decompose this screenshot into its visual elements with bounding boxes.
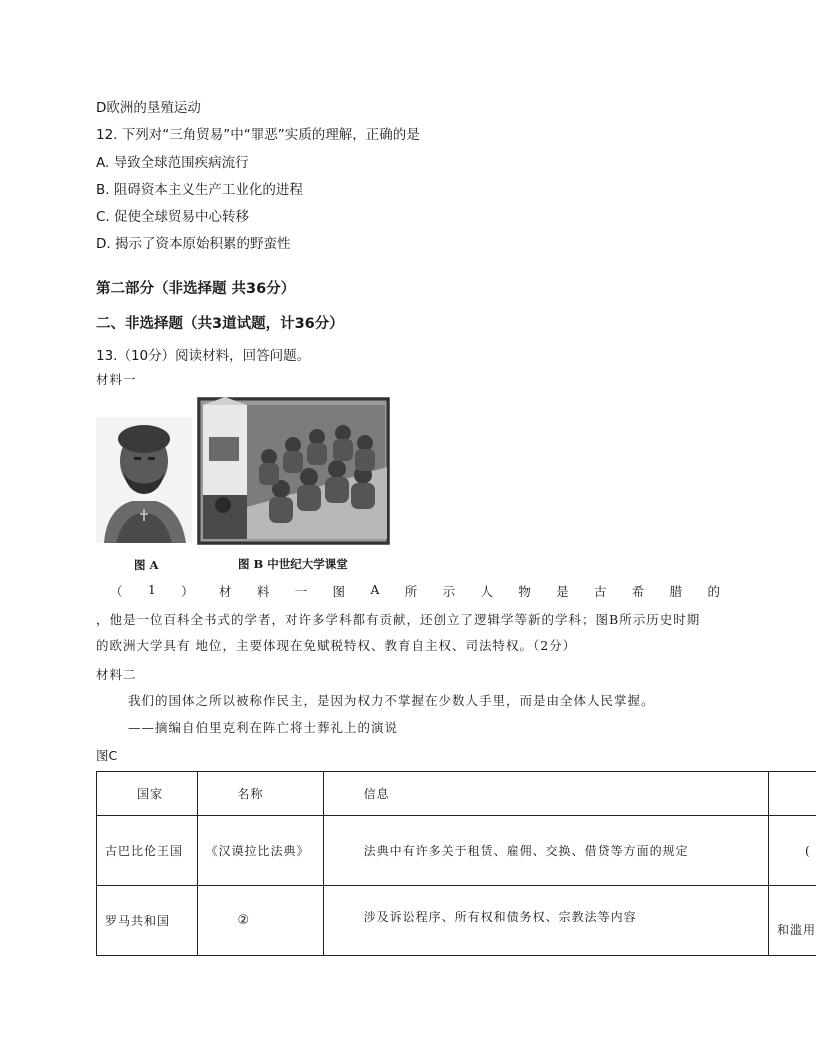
section-two-heading: 二、非选择题（共3道试题，计36分） <box>96 316 344 332</box>
spread-token: 古 <box>593 584 607 599</box>
header-extra <box>768 772 816 816</box>
pericles-quote: 我们的国体之所以被称作民主，是因为权力不掌握在少数人手里，而是由全体人民掌握。 <box>128 693 655 708</box>
header-country: 国家 <box>97 772 198 816</box>
spread-token: ） <box>181 584 194 599</box>
question-13-1-spread-text <box>110 582 720 600</box>
row1-extra: ( <box>768 816 816 886</box>
row2-country: 罗马共和国 <box>97 886 198 956</box>
question-13-1-line-3: 的欧洲大学具有 地位，主要体现在免赋税特权、教育自主权、司法特权。（2分） <box>96 638 577 653</box>
question-13: 13.（10分）阅读材料，回答问题。 <box>96 348 311 364</box>
spread-token: 的 <box>707 584 720 599</box>
row2-info: 涉及诉讼程序、所有权和债务权、宗教法等内容 <box>323 886 768 956</box>
part-two-heading: 第二部分（非选择题 共36分） <box>96 281 296 297</box>
question-13-1-line-2: ，他是一位百科全书式的学者，对许多学科都有贡献，还创立了逻辑学等新的学科；图B所示历史时期 <box>96 612 701 627</box>
spread-token: 人 <box>480 584 493 599</box>
spread-token: 示 <box>442 584 456 599</box>
quote-source: ——摘编自伯里克利在阵亡将士葬礼上的演说 <box>128 720 399 735</box>
spread-token: 图 <box>332 584 346 599</box>
row1-name: 《汉谟拉比法典》 <box>197 816 323 886</box>
spread-token: （ <box>110 584 123 599</box>
row1-info: 法典中有许多关于租赁、雇佣、交换、借贷等方面的规定 <box>323 816 768 886</box>
spread-token: 物 <box>518 584 531 599</box>
figure-a-bust-image <box>96 417 192 543</box>
q12-option-c: C. 促使全球贸易中心转移 <box>96 209 250 225</box>
material-one-label: 材料一 <box>96 372 137 387</box>
spread-token: 是 <box>556 584 569 599</box>
material-two-label: 材料二 <box>96 667 137 682</box>
figure-b-classroom-image <box>197 397 390 545</box>
q12-option-a: A. 导致全球范围疾病流行 <box>96 155 249 171</box>
spread-token: 1 <box>147 582 156 597</box>
q12-option-b: B. 阻碍资本主义生产工业化的进程 <box>96 182 303 198</box>
spread-token: 料 <box>256 584 270 599</box>
spread-token: 腊 <box>669 584 683 599</box>
spread-token: 所 <box>404 584 418 599</box>
law-code-table <box>96 771 816 956</box>
q11-option-d: D欧洲的垦殖运动 <box>96 100 201 116</box>
spread-token: 希 <box>631 584 645 599</box>
table-header-row <box>97 772 816 816</box>
header-name: 名称 <box>197 772 323 816</box>
question-12: 12. 下列对“三角贸易”中“罪恶”实质的理解，正确的是 <box>96 127 420 143</box>
figure-c-label: 图C <box>96 748 118 763</box>
spread-token: 材 <box>218 584 232 599</box>
table-row <box>97 816 816 886</box>
header-info: 信息 <box>323 772 768 816</box>
figure-b-caption: 图 B 中世纪大学课堂 <box>238 557 348 571</box>
spread-token: A <box>370 582 380 597</box>
row2-extra: 和滥用 <box>768 886 816 956</box>
row1-country: 古巴比伦王国 <box>97 816 198 886</box>
q12-option-d: D. 揭示了资本原始积累的野蛮性 <box>96 236 291 252</box>
row2-name: ② <box>197 886 323 956</box>
table-row <box>97 886 816 956</box>
figure-a-caption: 图 A <box>134 558 159 572</box>
spread-token: 一 <box>294 584 308 599</box>
